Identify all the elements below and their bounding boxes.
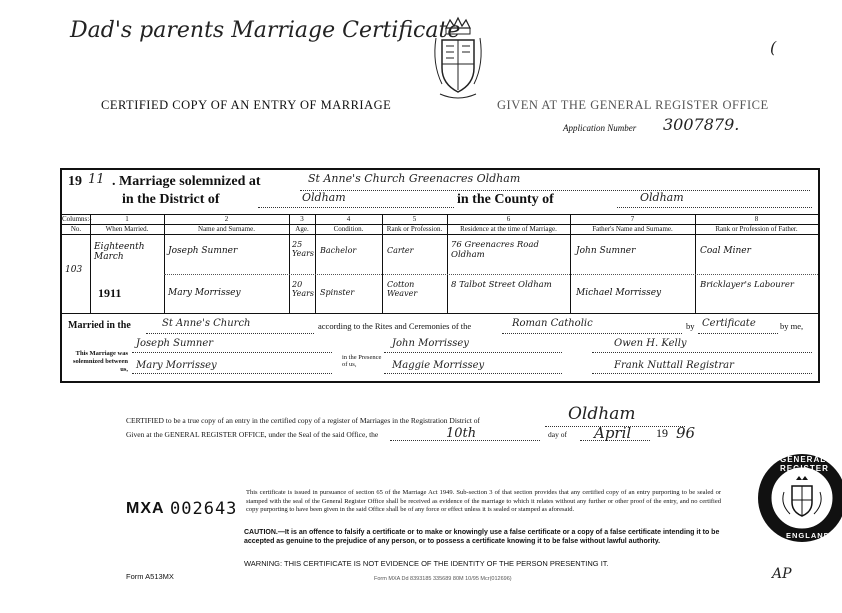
column-header: Condition. xyxy=(333,225,364,233)
married-in-label: Married in the xyxy=(68,320,131,331)
district: Oldham xyxy=(302,191,346,204)
column-header: Father's Name and Surname. xyxy=(592,225,673,233)
county-label: in the County of xyxy=(457,192,554,207)
groom-signature: Joseph Sumner xyxy=(136,338,214,349)
bride-residence: 8 Talbot Street Oldham xyxy=(451,280,552,290)
column-header: No. xyxy=(70,225,82,233)
seal-bottom-text: ENGLAND xyxy=(786,531,831,540)
groom-father: John Sumner xyxy=(576,246,636,256)
county: Oldham xyxy=(640,191,684,204)
date-married: Eighteenth March xyxy=(94,242,145,262)
caution-notice: CAUTION.—It is an offence to falsify a certificate or to make or knowingly use a false certificate or a copy of a false certificate intending it to be accepted as genuine to the prejudice of any person, or to possess a certificate knowing it to be false without lawful authority. xyxy=(244,529,720,545)
bride-father-rank: Bricklayer's Labourer xyxy=(700,280,794,290)
warning-notice: WARNING: THIS CERTIFICATE IS NOT EVIDENCE OF THE IDENTITY OF THE PERSON PRESENTING IT. xyxy=(244,559,609,568)
column-header: Name and Surname. xyxy=(198,225,255,233)
by-me-label: by me, xyxy=(780,321,804,331)
certificate-title: CERTIFIED COPY OF AN ENTRY OF MARRIAGE xyxy=(101,98,392,112)
bride-signature: Mary Morrissey xyxy=(136,360,217,371)
legal-notice: This certificate is issued in pursuance of section 65 of the Marriage Act 1949. Sub-section 3 of that section provides that any certified copy of an entry purporting to be sealed or stamped with the seal of the General Register Office shall be received as evidence of the marriage to which it relates without any further or other proof of the entry, and no certified copy purporting to have been given in the said Office shall be of any force or effect unless it is sealed or stamped as aforesaid. xyxy=(246,489,721,513)
officiant-signature-2: Frank Nuttall Registrar xyxy=(614,360,734,371)
by-label: by xyxy=(686,321,695,331)
column-header: Rank or Profession. xyxy=(386,225,443,233)
column-number: 2 xyxy=(224,215,229,223)
bride-rank: Cotton Weaver xyxy=(387,280,418,298)
witness-2: Maggie Morrissey xyxy=(392,360,485,371)
column-header: Age. xyxy=(295,225,309,233)
witness-1: John Morrissey xyxy=(392,338,469,349)
application-number: 3007879. xyxy=(663,115,740,134)
rites: Roman Catholic xyxy=(512,318,593,329)
column-number: 5 xyxy=(412,215,417,223)
solemnized-at-label: . Marriage solemnized at xyxy=(112,174,261,189)
column-header: When Married. xyxy=(105,225,149,233)
groom-condition: Bachelor xyxy=(320,246,357,255)
groom-name: Joseph Sumner xyxy=(168,246,238,256)
groom-father-rank: Coal Miner xyxy=(700,246,751,256)
certified-month: April xyxy=(594,424,632,442)
column-number: 7 xyxy=(630,215,635,223)
register-office-seal xyxy=(756,452,842,544)
column-header: Rank or Profession of Father. xyxy=(715,225,798,233)
certified-line-1: CERTIFIED to be a true copy of an entry in the certified copy of a register of Marriages in the Registration District of xyxy=(126,416,481,425)
certified-line-2: Given at the GENERAL REGISTER OFFICE, under the Seal of the said Office, the xyxy=(126,430,379,439)
serial-number: 002643 xyxy=(170,499,238,519)
marriage-register-entry xyxy=(60,168,820,383)
seal-top-text: GENERAL REGISTER xyxy=(780,455,829,473)
year-suffix: 11 xyxy=(88,172,105,187)
column-number: 1 xyxy=(125,215,129,223)
bride-father: Michael Morrissey xyxy=(576,288,662,298)
form-number: Form A513MX xyxy=(126,572,174,581)
entry-number: 103 xyxy=(65,265,83,275)
margin-mark: ( xyxy=(770,38,777,57)
serial-prefix: MXA xyxy=(126,500,165,517)
column-number: 6 xyxy=(506,215,511,223)
groom-residence: 76 Greenacres Road Oldham xyxy=(451,240,539,260)
column-number: 8 xyxy=(754,215,759,223)
groom-age: 25 Years xyxy=(292,240,315,258)
bride-condition: Spinster xyxy=(320,288,355,297)
column-header: Residence at the time of Marriage. xyxy=(460,225,557,233)
certified-year: 96 xyxy=(676,424,696,442)
office-title: GIVEN AT THE GENERAL REGISTER OFFICE xyxy=(497,98,769,112)
district-label: in the District of xyxy=(122,192,220,207)
bride-name: Mary Morrissey xyxy=(168,288,241,298)
rites-label: according to the Rites and Ceremonies of the xyxy=(318,321,472,331)
columns-label: Columns:- xyxy=(62,215,92,223)
solemnized-between-label: This Marriage was solemnized between us, xyxy=(72,350,128,373)
application-number-label: Application Number xyxy=(563,123,637,133)
officiant-signature-1: Owen H. Kelly xyxy=(614,338,687,349)
presence-label: in the Presence of us, xyxy=(342,354,382,368)
place-of-marriage: St Anne's Church Greenacres Oldham xyxy=(308,172,521,185)
certified-day: 10th xyxy=(446,426,477,441)
married-in: St Anne's Church xyxy=(162,318,251,329)
day-of-label: day of xyxy=(548,430,567,439)
royal-crest-icon xyxy=(428,14,488,104)
certified-district: Oldham xyxy=(568,404,636,424)
printer-code: Form MXA Dd 8393185 335689 80M 10/95 Mcr(012696) xyxy=(374,576,512,582)
initials: AP xyxy=(772,566,792,582)
by-value: Certificate xyxy=(702,318,756,329)
handwritten-annotation: Dad's parents Marriage Certificate xyxy=(70,18,461,43)
year-prefix: 19 xyxy=(68,174,82,189)
date-married-year: 1911 xyxy=(98,286,122,300)
column-number: 4 xyxy=(346,215,351,223)
certified-year-prefix: 19 xyxy=(656,426,668,440)
bride-age: 20 Years xyxy=(292,280,315,298)
groom-rank: Carter xyxy=(387,246,414,255)
column-number: 3 xyxy=(300,215,304,223)
